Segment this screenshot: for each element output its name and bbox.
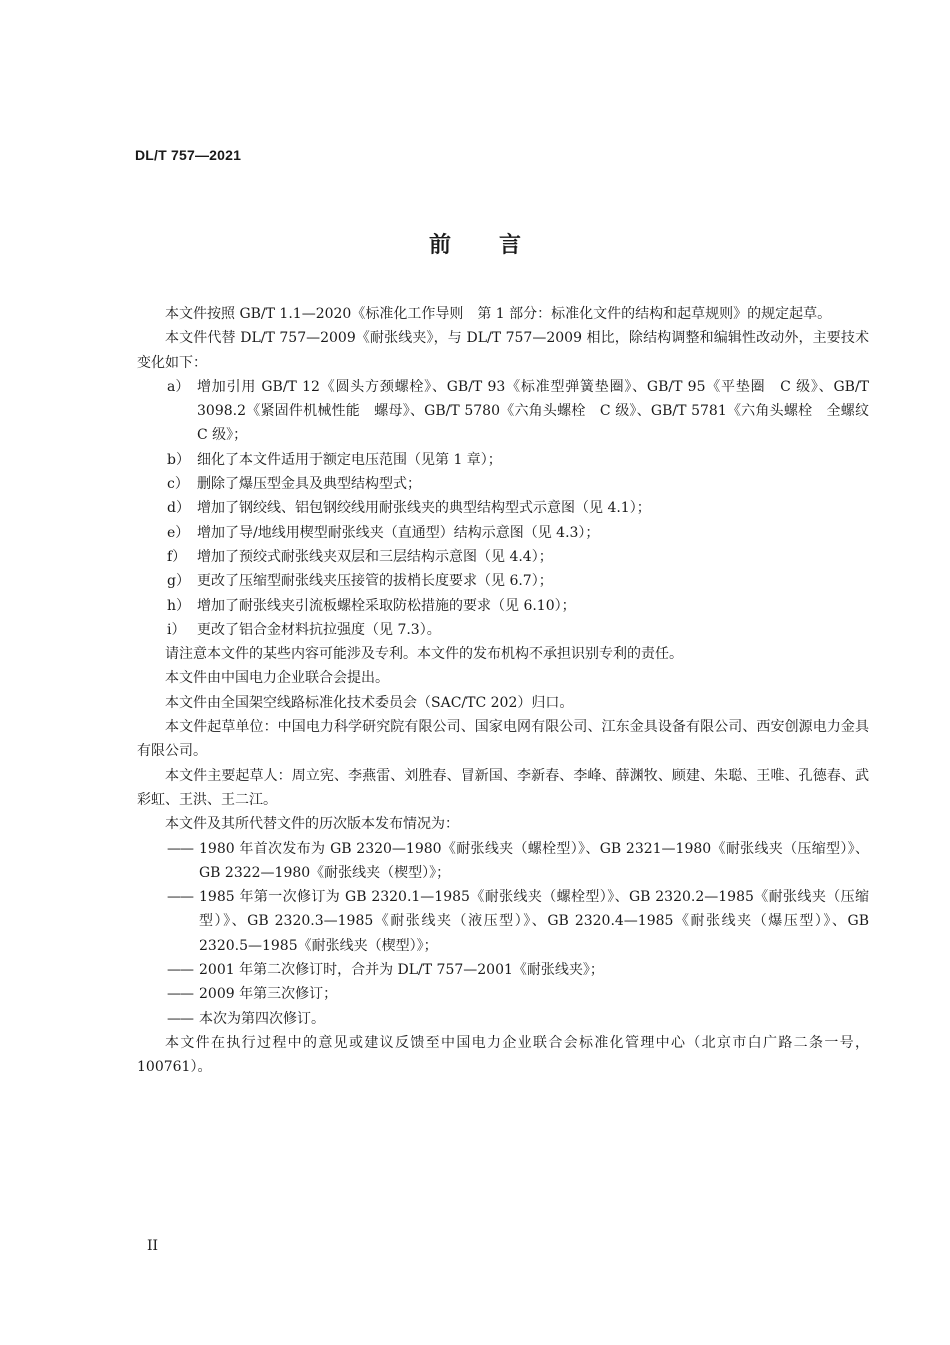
- list-item: [137, 1007, 869, 1031]
- list-item-text: 增加引用 GB/T 12《圆头方颈螺栓》、GB/T 93《标准型弹簧垫圈》、GB/T 95《平垫圈 C 级》、GB/T 3098.2《紧固件机械性能 螺母》、GB/T 5780《六角头螺栓 C 级》、GB/T 5781《六角头螺栓 全螺纹 C 级》；: [197, 378, 883, 444]
- changes-list: [137, 375, 883, 642]
- list-item: [137, 472, 869, 496]
- list-item-text: 增加了钢绞线、铝包钢绞线用耐张线夹的典型结构型式示意图（见 4.1）；: [197, 500, 651, 517]
- document-body: [137, 302, 883, 1080]
- list-item: [137, 594, 869, 618]
- list-item-text: 细化了本文件适用于额定电压范围（见第 1 章）；: [197, 451, 502, 468]
- list-item-text: 删除了爆压型金具及典型结构型式；: [197, 476, 421, 493]
- list-item-label: ——: [167, 840, 193, 857]
- list-item-label: g）: [167, 573, 190, 590]
- list-item-text: 增加了耐张线夹引流板螺栓采取防松措施的要求（见 6.10）；: [197, 597, 576, 614]
- list-item: [137, 496, 869, 520]
- list-item: [137, 885, 869, 958]
- paragraph-drafting-units: 本文件起草单位：中国电力科学研究院有限公司、国家电网有限公司、江东金具设备有限公司、西安创源电力金具有限公司。: [137, 719, 869, 760]
- list-item-label: b）: [167, 451, 190, 468]
- list-item-text: 1980 年首次发布为 GB 2320—1980《耐张线夹（螺栓型）》、GB 2321—1980《耐张线夹（压缩型）》、GB 2322—1980《耐张线夹（楔型）》；: [199, 840, 869, 881]
- list-item-text: 2001 年第二次修订时，合并为 DL/T 757—2001《耐张线夹》；: [199, 962, 604, 979]
- document-code: DL/T 757—2021: [135, 147, 242, 163]
- list-item-label: i）: [167, 621, 186, 638]
- list-item-text: 更改了压缩型耐张线夹压接管的拔梢长度要求（见 6.7）；: [197, 573, 553, 590]
- list-item-text: 1985 年第一次修订为 GB 2320.1—1985《耐张线夹（螺栓型）》、GB 2320.2—1985《耐张线夹（压缩型）》、GB 2320.3—1985《耐张线夹（液压型）》、GB 2320.4—1985《耐张线夹（爆压型）》、GB 2320.5—1985《耐张线夹（楔型）》；: [199, 889, 869, 954]
- page-title: 前言: [428, 232, 569, 258]
- paragraph-drafters: 本文件主要起草人：周立宪、李燕雷、刘胜春、冒新国、李新春、李峰、薛渊牧、顾建、朱聪、王唯、孔德春、武彩虹、王洪、王二江。: [137, 767, 869, 808]
- history-list: [137, 837, 869, 1031]
- list-item-text: 增加了导/地线用楔型耐张线夹（直通型）结构示意图（见 4.3）；: [197, 524, 600, 541]
- page-number: II: [147, 1238, 159, 1254]
- list-item: [137, 521, 869, 545]
- list-item: [137, 569, 869, 593]
- list-item-text: 本次为第四次修订。: [199, 1010, 325, 1027]
- list-item-label: f）: [167, 548, 187, 565]
- paragraph-replaces: 本文件代替 DL/T 757—2009《耐张线夹》，与 DL/T 757—2009 相比，除结构调整和编辑性改动外，主要技术变化如下：: [137, 330, 869, 371]
- list-item-label: e）: [167, 524, 190, 541]
- paragraph-feedback: 本文件在执行过程中的意见或建议反馈至中国电力企业联合会标准化管理中心（北京市白广路二条一号，100761）。: [137, 1034, 869, 1076]
- list-item-text: 更改了铝合金材料抗拉强度（见 7.3）。: [197, 621, 441, 638]
- list-item-label: c）: [167, 476, 189, 493]
- list-item: [137, 375, 883, 448]
- list-item-text: 2009 年第三次修订；: [199, 986, 338, 1003]
- list-item: [137, 618, 869, 642]
- list-item-label: ——: [167, 962, 193, 979]
- paragraph-drafting-rule: 本文件按照 GB/T 1.1—2020《标准化工作导则 第 1 部分：标准化文件的结构和起草规则》的规定起草。: [165, 306, 832, 322]
- list-item: [137, 958, 869, 982]
- list-item-label: h）: [167, 597, 191, 614]
- list-item-text: 增加了预绞式耐张线夹双层和三层结构示意图（见 4.4）；: [197, 548, 553, 565]
- paragraph-proposed-by: 本文件由中国电力企业联合会提出。: [165, 670, 389, 687]
- list-item-label: ——: [167, 889, 193, 906]
- list-item-label: a）: [167, 378, 190, 395]
- list-item-label: d）: [167, 500, 190, 517]
- paragraph-history-intro: 本文件及其所代替文件的历次版本发布情况为：: [165, 816, 459, 833]
- list-item-label: ——: [167, 1010, 193, 1027]
- paragraph-patent-notice: 请注意本文件的某些内容可能涉及专利。本文件的发布机构不承担识别专利的责任。: [165, 646, 683, 663]
- list-item: [137, 837, 869, 886]
- list-item: [137, 982, 869, 1006]
- list-item: [137, 448, 869, 472]
- paragraph-under-jurisdiction: 本文件由全国架空线路标准化技术委员会（SAC/TC 202）归口。: [165, 694, 574, 711]
- list-item: [137, 545, 869, 569]
- list-item-label: ——: [167, 986, 193, 1003]
